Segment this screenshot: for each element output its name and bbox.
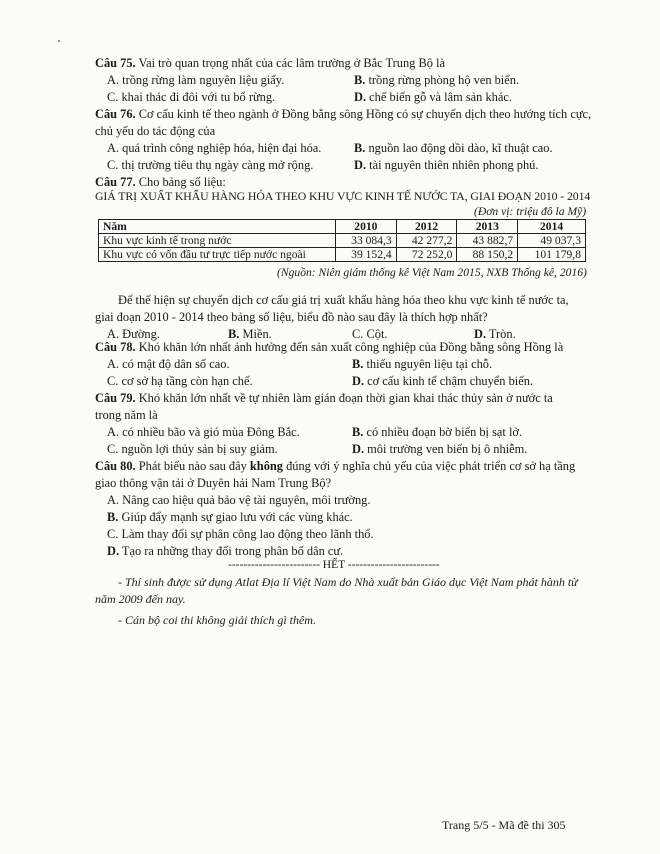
q80-option-d: D. Tạo ra những thay đổi trong phân bố dân cư. <box>107 544 344 558</box>
q79-option-b: B. có nhiều đoạn bờ biển bị sạt lở. <box>352 425 523 439</box>
header-2012: 2012 <box>396 220 457 234</box>
export-value-table <box>98 219 586 262</box>
q75-option-d: D. chế biến gỗ và lâm sản khác. <box>354 90 512 104</box>
row-label: Khu vực có vốn đầu tư trực tiếp nước ngoài <box>99 248 336 262</box>
q76-option-c: C. thị trường tiêu thụ ngày càng mở rộng. <box>107 158 314 172</box>
q79-option-d: D. môi trường ven biển bị ô nhiễm. <box>352 442 528 456</box>
row-label: Khu vực kinh tế trong nước <box>99 234 336 248</box>
q76-option-a: A. quá trình công nghiệp hóa, hiện đại hóa. <box>107 141 322 155</box>
q80-option-a: A. Nâng cao hiệu quả bảo vệ tài nguyên, môi trường. <box>107 493 371 507</box>
page-footer: Trang 5/5 - Mã đề thi 305 <box>442 818 566 832</box>
table-title: GIÁ TRỊ XUẤT KHẨU HÀNG HÓA THEO KHU VỰC KINH TẾ NƯỚC TA, GIAI ĐOẠN 2010 - 2014 <box>95 189 591 203</box>
table-row <box>99 234 586 248</box>
question-77-stem: Câu 77. Cho bảng số liệu: <box>95 175 226 189</box>
q77-option-a: A. Đường. <box>107 327 160 341</box>
table-cell: 39 152,4 <box>336 248 397 262</box>
question-80-stem-line2: giao thông vận tải ở Duyên hải Nam Trung Bộ? <box>95 476 332 490</box>
q75-option-b: B. trồng rừng phòng hộ ven biển. <box>354 73 520 87</box>
question-75-stem: Câu 75. Vai trò quan trọng nhất của các lâm trường ở Bắc Trung Bộ là <box>95 56 445 70</box>
table-row <box>99 248 586 262</box>
note-atlas: - Thí sinh được sử dụng Atlat Địa lí Việt Nam do Nhà xuất bản Giáo dục Việt Nam phát hành từ <box>118 575 578 589</box>
q80-option-c: C. Làm thay đổi sự phân công lao động theo lãnh thổ. <box>107 527 374 541</box>
table-source: (Nguồn: Niên giám thống kê Việt Nam 2015, NXB Thống kê, 2016) <box>277 266 587 279</box>
table-cell: 88 150,2 <box>457 248 518 262</box>
header-2014: 2014 <box>518 220 586 234</box>
table-unit: (Đơn vị: triệu đô la Mỹ) <box>474 205 587 218</box>
table-cell: 33 084,3 <box>336 234 397 248</box>
question-79-stem-line2: trong năm là <box>95 408 158 422</box>
question-79-stem: Câu 79. Khó khăn lớn nhất về tự nhiên làm gián đoạn thời gian khai thác thủy sản ở nước ta <box>95 391 553 405</box>
q78-option-c: C. cơ sở hạ tầng còn hạn chế. <box>107 374 253 388</box>
table-header-row <box>99 220 586 234</box>
q77-option-c: C. Cột. <box>352 327 388 341</box>
question-76-stem-line2: chủ yếu do tác động của <box>95 124 216 138</box>
q76-option-b: B. nguồn lao động dồi dào, kĩ thuật cao. <box>354 141 553 155</box>
table-cell: 49 037,3 <box>518 234 586 248</box>
q78-option-a: A. có mật độ dân số cao. <box>107 357 230 371</box>
question-77-body: Để thể hiện sự chuyển dịch cơ cấu giá trị xuất khẩu hàng hóa theo khu vực kinh tế nước ta, <box>118 293 569 307</box>
q75-option-a: A. trồng rừng làm nguyên liệu giấy. <box>107 73 285 87</box>
header-2013: 2013 <box>457 220 518 234</box>
scan-speck <box>58 40 60 42</box>
table-cell: 72 252,0 <box>396 248 457 262</box>
note-proctor: - Cán bộ coi thi không giải thích gì thêm. <box>118 613 316 627</box>
q77-option-b: B. Miền. <box>228 327 272 341</box>
header-2010: 2010 <box>336 220 397 234</box>
q75-option-c: C. khai thác đi đôi với tu bổ rừng. <box>107 90 276 104</box>
q80-option-b: B. Giúp đẩy mạnh sự giao lưu với các vùng khác. <box>107 510 353 524</box>
table-cell: 42 277,2 <box>396 234 457 248</box>
note-atlas-line2: năm 2009 đến nay. <box>95 592 186 606</box>
question-78-stem: Câu 78. Khó khăn lớn nhất ảnh hưởng đến sản xuất công nghiệp của Đồng bằng sông Hồng là <box>95 340 564 354</box>
end-marker: ------------------------ HẾT ------------------------ <box>228 559 440 571</box>
question-77-body-line2: giai đoạn 2010 - 2014 theo bảng số liệu, biểu đồ nào sau đây là thích hợp nhất? <box>95 310 488 324</box>
q79-option-c: C. nguồn lợi thủy sản bị suy giảm. <box>107 442 278 456</box>
q79-option-a: A. có nhiều bão và gió mùa Đông Bắc. <box>107 425 300 439</box>
q77-option-d: D. Tròn. <box>474 327 516 341</box>
table-cell: 101 179,8 <box>518 248 586 262</box>
table-cell: 43 882,7 <box>457 234 518 248</box>
question-76-stem: Câu 76. Cơ cấu kinh tế theo ngành ở Đồng bằng sông Hồng có sự chuyển dịch theo hướng tích cực, <box>95 107 592 121</box>
q76-option-d: D. tài nguyên thiên nhiên phong phú. <box>354 158 539 172</box>
question-80-stem: Câu 80. Phát biểu nào sau đây không đúng với ý nghĩa chủ yếu của việc phát triển cơ sở hạ tầng <box>95 459 576 473</box>
q78-option-d: D. cơ cấu kinh tế chậm chuyển biến. <box>352 374 534 388</box>
q78-option-b: B. thiếu nguyên liệu tại chỗ. <box>352 357 493 371</box>
header-year: Năm <box>99 220 336 234</box>
